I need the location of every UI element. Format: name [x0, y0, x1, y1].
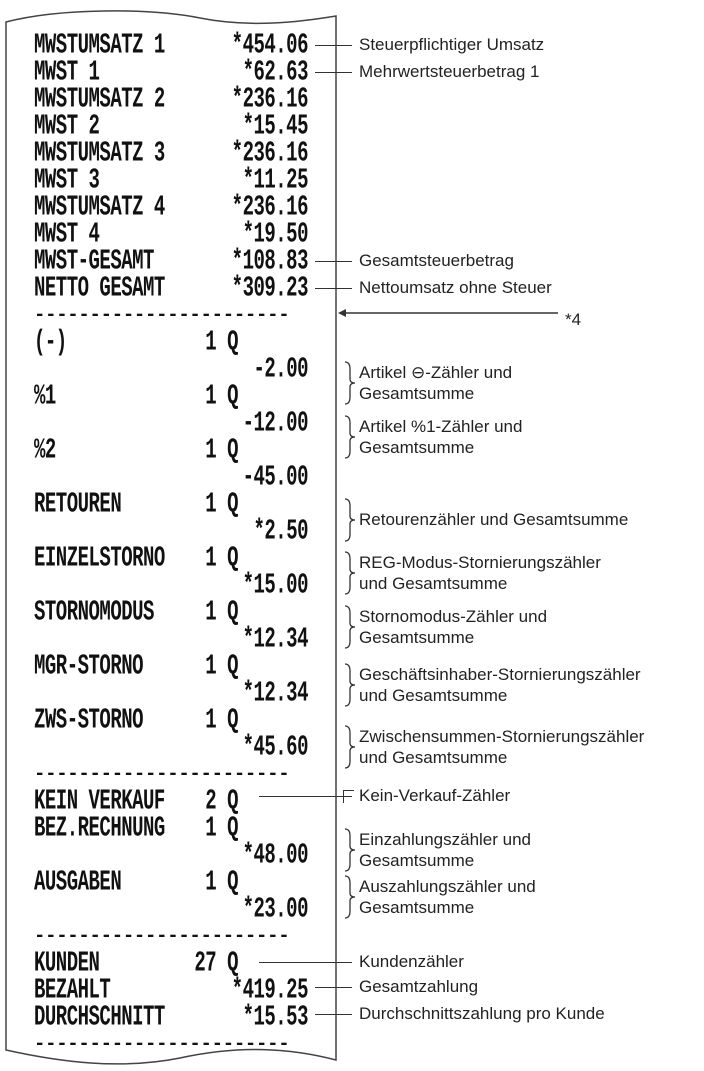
annotation-label [359, 606, 547, 648]
connector-line [315, 288, 352, 289]
receipt-line [34, 892, 308, 926]
annotation-label [359, 362, 512, 404]
annotation-line: Gesamtsumme [359, 898, 475, 917]
connector-line [315, 1014, 352, 1015]
brace-icon [343, 663, 357, 707]
annotation-label [359, 664, 641, 706]
brace-icon [343, 605, 357, 649]
connector-line [315, 987, 352, 988]
annotation-line: Mehrwertsteuerbetrag 1 [359, 62, 540, 81]
brace-icon [343, 551, 357, 595]
line-label: %1 [34, 379, 56, 413]
line-count: 1 Q [205, 703, 238, 737]
annotation-line: Nettoumsatz ohne Steuer [359, 278, 552, 297]
receipt-line [34, 352, 308, 386]
line-value: *15.45 [242, 109, 308, 143]
brace-icon [343, 725, 357, 769]
line-value: *15.53 [242, 1000, 308, 1034]
receipt-line [34, 730, 308, 764]
line-label: BEZAHLT [34, 973, 111, 1007]
separator-dashes: ----------------------- [34, 304, 290, 326]
line-label: ZWS-STORNO [34, 703, 144, 737]
annotation-line: Durchschnittszahlung pro Kunde [359, 1004, 605, 1023]
annotation-line: Auszahlungszähler und [359, 877, 536, 896]
annotation-label [359, 416, 522, 458]
line-count: 1 Q [205, 865, 238, 899]
annotation-line: und Gesamtsumme [359, 574, 508, 593]
annotation-label [359, 552, 601, 594]
line-count: 1 Q [205, 811, 238, 845]
arrow-left-icon [338, 308, 578, 318]
line-label: KUNDEN [34, 946, 100, 980]
line-value: *236.16 [231, 82, 308, 116]
receipt-separator [34, 1031, 308, 1058]
connector-line [259, 796, 352, 797]
annotation-line: Steuerpflichtiger Umsatz [359, 35, 545, 54]
line-value: *419.25 [231, 973, 308, 1007]
annotation-line: Artikel ⊖-Zähler und [359, 363, 513, 382]
receipt-line [34, 406, 308, 440]
line-count: 27 Q [194, 946, 238, 980]
annotation-line: und Gesamtsumme [359, 748, 508, 767]
line-value: *23.00 [242, 892, 308, 926]
brace-icon [343, 361, 357, 405]
annotation-label [359, 34, 544, 55]
line-label: BEZ.RECHNUNG [34, 811, 165, 845]
connector-line [259, 962, 352, 963]
line-value: *11.25 [242, 163, 308, 197]
line-value: -12.00 [242, 406, 308, 440]
line-value: *19.50 [242, 217, 308, 251]
annotation-label [359, 829, 531, 871]
brace-icon [343, 498, 357, 542]
connector-tick [343, 790, 354, 803]
annotation-label [359, 61, 539, 82]
annotation-label [359, 277, 552, 298]
annotation-line: Geschäftsinhaber-Stornierungszähler [359, 665, 641, 684]
annotation-line: Artikel %1-Zähler und [359, 417, 523, 436]
annotation-line: Gesamtsumme [359, 851, 475, 870]
annotation-label [359, 951, 464, 972]
line-label: %2 [34, 433, 56, 467]
line-value: *236.16 [231, 190, 308, 224]
line-label: MWSTUMSATZ 4 [34, 190, 165, 224]
line-label: MWST-GESAMT [34, 244, 154, 278]
annotation-label [359, 876, 536, 918]
annotation-label [359, 726, 644, 768]
annotation-line: Zwischensummen-Stornierungszähler [359, 727, 645, 746]
brace-icon [343, 415, 357, 459]
line-label: MWSTUMSATZ 3 [34, 136, 165, 170]
line-label: MGR-STORNO [34, 649, 144, 683]
line-value: *236.16 [231, 136, 308, 170]
separator-dashes: ----------------------- [34, 763, 290, 785]
annotation-label [359, 785, 510, 806]
line-count: 1 Q [205, 541, 238, 575]
line-count: 1 Q [205, 379, 238, 413]
line-count: 1 Q [205, 487, 238, 521]
line-count: 1 Q [205, 433, 238, 467]
line-count: 1 Q [205, 595, 238, 629]
annotation-line: Stornomodus-Zähler und [359, 607, 548, 626]
connector-line [315, 45, 352, 46]
annotation-line: Retourenzähler und Gesamtsumme [359, 510, 629, 529]
line-label: MWSTUMSATZ 2 [34, 82, 165, 116]
annotation-line: Kein-Verkauf-Zähler [359, 786, 511, 805]
brace-icon [343, 875, 357, 919]
line-label: RETOUREN [34, 487, 122, 521]
annotation-line: Gesamtsumme [359, 628, 475, 647]
annotation-line: Gesamtsumme [359, 438, 475, 457]
line-count: 1 Q [205, 325, 238, 359]
connector-line [315, 72, 352, 73]
separator-dashes: ----------------------- [34, 1033, 290, 1055]
annotation-line: Gesamtzahlung [359, 977, 479, 996]
line-value: *45.60 [242, 730, 308, 764]
line-label: MWST 4 [34, 217, 100, 251]
annotation-line: Kundenzähler [359, 952, 464, 971]
annotation-line: REG-Modus-Stornierungszähler [359, 553, 601, 572]
line-value: *108.83 [231, 244, 308, 278]
line-label: EINZELSTORNO [34, 541, 165, 575]
line-label: AUSGABEN [34, 865, 122, 899]
line-label: MWST 2 [34, 109, 100, 143]
annotation-label [359, 509, 628, 530]
line-count: 2 Q [205, 784, 238, 818]
line-label: KEIN VERKAUF [34, 784, 165, 818]
line-label: MWSTUMSATZ 1 [34, 28, 165, 62]
line-value: *62.63 [242, 55, 308, 89]
separator-dashes: ----------------------- [34, 925, 290, 947]
annotation-line: *4 [565, 310, 582, 329]
line-value: *2.50 [253, 514, 308, 548]
annotation-label [359, 250, 514, 271]
line-value: *15.00 [242, 568, 308, 602]
brace-icon [343, 828, 357, 872]
line-label: DURCHSCHNITT [34, 1000, 165, 1034]
receipt-line [34, 271, 308, 305]
line-value: *309.23 [231, 271, 308, 305]
annotation-label [359, 976, 478, 997]
line-label: STORNOMODUS [34, 595, 154, 629]
line-label: (-) [34, 325, 67, 359]
line-label: MWST 3 [34, 163, 100, 197]
annotation-line: Gesamtsteuerbetrag [359, 251, 514, 270]
line-value: *454.06 [231, 28, 308, 62]
annotation-line: und Gesamtsumme [359, 686, 508, 705]
annotation-line: Einzahlungszähler und [359, 830, 532, 849]
line-count: 1 Q [205, 649, 238, 683]
line-label: NETTO GESAMT [34, 271, 165, 305]
annotation-line: Gesamtsumme [359, 384, 475, 403]
line-value: *12.34 [242, 676, 308, 710]
connector-line [315, 261, 352, 262]
annotation-label [359, 1003, 605, 1024]
line-value: *48.00 [242, 838, 308, 872]
receipt-line [34, 1000, 308, 1034]
line-label: MWST 1 [34, 55, 100, 89]
line-value: -45.00 [242, 460, 308, 494]
line-value: -2.00 [253, 352, 308, 386]
receipt-separator [34, 302, 308, 329]
line-value: *12.34 [242, 622, 308, 656]
